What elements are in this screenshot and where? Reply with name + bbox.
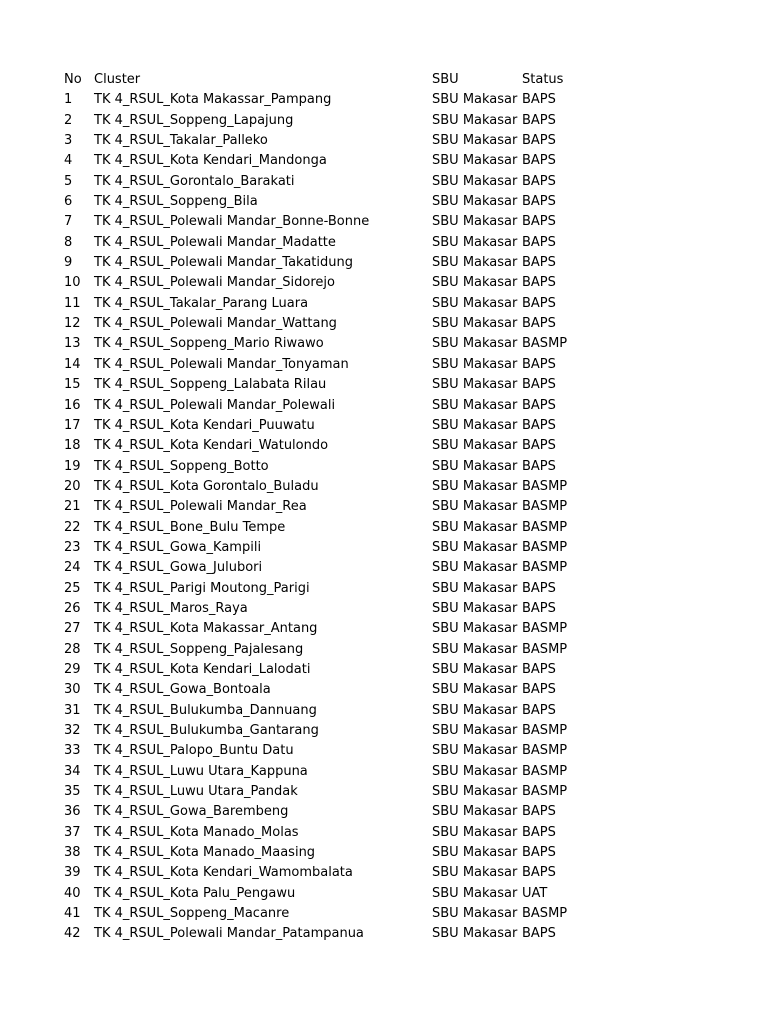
cell-status: BAPS (522, 275, 556, 291)
cell-status: BAPS (522, 316, 556, 332)
cell-status: BAPS (522, 377, 556, 393)
table-row (0, 619, 768, 639)
cell-no: 37 (64, 824, 81, 840)
cell-sbu: SBU Makasar (432, 458, 518, 474)
cell-status: BAPS (522, 356, 556, 372)
cell-sbu: SBU Makasar (432, 112, 518, 128)
cell-sbu: SBU Makasar (432, 377, 518, 393)
table-row (0, 497, 768, 517)
cell-status: BAPS (522, 133, 556, 149)
cell-cluster: TK 4_RSUL_Soppeng_Bila (94, 194, 258, 210)
column-header-cluster: Cluster (94, 72, 141, 87)
cell-cluster: TK 4_RSUL_Polewali Mandar_Tonyaman (94, 356, 349, 372)
cell-sbu: SBU Makasar (432, 173, 518, 189)
cell-no: 10 (64, 275, 81, 291)
cell-status: UAT (522, 885, 548, 901)
cell-status: BASMP (522, 784, 568, 800)
cell-status: BAPS (522, 397, 556, 413)
cell-no: 13 (64, 336, 81, 352)
cell-no: 9 (64, 255, 73, 271)
cell-status: BAPS (522, 255, 556, 271)
cell-cluster: TK 4_RSUL_Bone_Bulu Tempe (94, 519, 286, 535)
cell-sbu: SBU Makasar (432, 499, 518, 515)
column-header-no: No (64, 72, 82, 87)
cell-status: BASMP (522, 519, 568, 535)
cell-status: BAPS (522, 926, 556, 942)
table-row (0, 294, 768, 314)
cell-no: 8 (64, 234, 73, 250)
cell-sbu: SBU Makasar (432, 784, 518, 800)
cell-sbu: SBU Makasar (432, 234, 518, 250)
table-row (0, 355, 768, 375)
cell-no: 19 (64, 458, 81, 474)
cell-no: 38 (64, 845, 81, 861)
cell-sbu: SBU Makasar (432, 397, 518, 413)
cell-no: 30 (64, 682, 81, 698)
cell-status: BAPS (522, 92, 556, 108)
cell-status: BASMP (522, 621, 568, 637)
cell-no: 34 (64, 763, 81, 779)
cell-no: 4 (64, 153, 73, 169)
cell-cluster: TK 4_RSUL_Polewali Mandar_Wattang (94, 316, 337, 332)
cell-sbu: SBU Makasar (432, 194, 518, 210)
cell-no: 14 (64, 356, 81, 372)
cell-cluster: TK 4_RSUL_Soppeng_Macanre (94, 906, 290, 922)
table-row (0, 863, 768, 883)
table-row (0, 599, 768, 619)
cell-no: 36 (64, 804, 81, 820)
table-row (0, 416, 768, 436)
cell-no: 25 (64, 580, 81, 596)
cell-cluster: TK 4_RSUL_Kota Kendari_Wamombalata (94, 865, 353, 881)
cell-sbu: SBU Makasar (432, 621, 518, 637)
cell-sbu: SBU Makasar (432, 133, 518, 149)
cell-no: 27 (64, 621, 81, 637)
table-row (0, 579, 768, 599)
cell-status: BASMP (522, 906, 568, 922)
cell-sbu: SBU Makasar (432, 926, 518, 942)
table-row (0, 762, 768, 782)
table-row (0, 436, 768, 456)
cell-no: 11 (64, 295, 81, 311)
table-row (0, 518, 768, 538)
cell-no: 40 (64, 885, 81, 901)
table-row (0, 212, 768, 232)
cell-no: 5 (64, 173, 73, 189)
cell-status: BASMP (522, 743, 568, 759)
cell-cluster: TK 4_RSUL_Polewali Mandar_Madatte (94, 234, 336, 250)
table-row (0, 375, 768, 395)
cell-no: 21 (64, 499, 81, 515)
cell-cluster: TK 4_RSUL_Gowa_Barembeng (94, 804, 289, 820)
cell-sbu: SBU Makasar (432, 560, 518, 576)
table-row (0, 823, 768, 843)
cell-cluster: TK 4_RSUL_Luwu Utara_Kappuna (94, 763, 308, 779)
cell-cluster: TK 4_RSUL_Polewali Mandar_Bonne-Bonne (94, 214, 370, 230)
table-row (0, 680, 768, 700)
cell-no: 18 (64, 438, 81, 454)
cell-cluster: TK 4_RSUL_Luwu Utara_Pandak (94, 784, 298, 800)
cell-sbu: SBU Makasar (432, 336, 518, 352)
cell-status: BAPS (522, 153, 556, 169)
cell-cluster: TK 4_RSUL_Kota Manado_Molas (94, 824, 299, 840)
cell-no: 33 (64, 743, 81, 759)
cell-sbu: SBU Makasar (432, 438, 518, 454)
cell-status: BAPS (522, 865, 556, 881)
cell-status: BAPS (522, 824, 556, 840)
table-row (0, 802, 768, 822)
cell-sbu: SBU Makasar (432, 661, 518, 677)
cell-sbu: SBU Makasar (432, 275, 518, 291)
cell-cluster: TK 4_RSUL_Palopo_Buntu Datu (94, 743, 294, 759)
cell-status: BASMP (522, 499, 568, 515)
cell-no: 39 (64, 865, 81, 881)
table-row (0, 253, 768, 273)
cell-cluster: TK 4_RSUL_Kota Kendari_Puuwatu (94, 417, 315, 433)
cell-sbu: SBU Makasar (432, 580, 518, 596)
cell-no: 24 (64, 560, 81, 576)
cell-cluster: TK 4_RSUL_Gowa_Bontoala (94, 682, 271, 698)
cell-sbu: SBU Makasar (432, 539, 518, 555)
cell-sbu: SBU Makasar (432, 417, 518, 433)
cell-sbu: SBU Makasar (432, 92, 518, 108)
table-row (0, 477, 768, 497)
cell-cluster: TK 4_RSUL_Soppeng_Lapajung (94, 112, 294, 128)
cell-status: BAPS (522, 112, 556, 128)
cell-status: BASMP (522, 641, 568, 657)
cell-sbu: SBU Makasar (432, 885, 518, 901)
cell-no: 12 (64, 316, 81, 332)
cell-status: BASMP (522, 560, 568, 576)
cell-sbu: SBU Makasar (432, 804, 518, 820)
table-row (0, 904, 768, 924)
cell-cluster: TK 4_RSUL_Kota Makassar_Antang (94, 621, 318, 637)
cell-status: BASMP (522, 478, 568, 494)
table-row (0, 843, 768, 863)
table-row (0, 172, 768, 192)
cell-cluster: TK 4_RSUL_Gowa_Kampili (94, 539, 262, 555)
cell-status: BAPS (522, 173, 556, 189)
cell-cluster: TK 4_RSUL_Polewali Mandar_Rea (94, 499, 307, 515)
cell-no: 16 (64, 397, 81, 413)
cluster-status-table (0, 70, 768, 945)
table-row (0, 782, 768, 802)
cell-status: BASMP (522, 723, 568, 738)
table-header-row (0, 70, 768, 90)
cell-sbu: SBU Makasar (432, 295, 518, 311)
cell-cluster: TK 4_RSUL_Kota Kendari_Mandonga (94, 153, 327, 169)
cell-no: 6 (64, 194, 73, 210)
table-row (0, 334, 768, 354)
cell-sbu: SBU Makasar (432, 763, 518, 779)
table-row (0, 396, 768, 416)
cell-cluster: TK 4_RSUL_Bulukumba_Gantarang (94, 723, 319, 738)
cell-cluster: TK 4_RSUL_Soppeng_Mario Riwawo (94, 336, 324, 352)
table-row (0, 131, 768, 151)
cell-status: BAPS (522, 458, 556, 474)
cell-cluster: TK 4_RSUL_Kota Gorontalo_Buladu (94, 478, 319, 494)
cell-status: BAPS (522, 214, 556, 230)
cell-no: 22 (64, 519, 81, 535)
cell-no: 29 (64, 661, 81, 677)
cell-status: BAPS (522, 682, 556, 698)
table-row (0, 660, 768, 680)
cell-cluster: TK 4_RSUL_Polewali Mandar_Takatidung (94, 255, 354, 271)
table-row (0, 721, 768, 741)
table-row (0, 314, 768, 334)
cell-no: 31 (64, 702, 81, 718)
cell-no: 41 (64, 906, 81, 922)
cell-sbu: SBU Makasar (432, 356, 518, 372)
cell-status: BAPS (522, 600, 556, 616)
table-row (0, 273, 768, 293)
cell-cluster: TK 4_RSUL_Soppeng_Botto (94, 458, 269, 474)
cell-cluster: TK 4_RSUL_Soppeng_Lalabata Rilau (94, 377, 327, 393)
cell-sbu: SBU Makasar (432, 255, 518, 271)
cell-cluster: TK 4_RSUL_Maros_Raya (94, 600, 248, 616)
cell-no: 26 (64, 600, 81, 616)
cell-cluster: TK 4_RSUL_Kota Manado_Maasing (94, 845, 316, 861)
cell-sbu: SBU Makasar (432, 906, 518, 922)
cell-sbu: SBU Makasar (432, 702, 518, 718)
table-row (0, 457, 768, 477)
cell-no: 3 (64, 133, 73, 149)
table-row (0, 111, 768, 131)
table-row (0, 701, 768, 721)
column-header-status: Status (522, 72, 564, 87)
cell-sbu: SBU Makasar (432, 600, 518, 616)
table-row (0, 640, 768, 660)
cell-cluster: TK 4_RSUL_Polewali Mandar_Polewali (94, 397, 336, 413)
cell-sbu: SBU Makasar (432, 824, 518, 840)
cell-no: 1 (64, 92, 73, 108)
cell-status: BASMP (522, 539, 568, 555)
cell-sbu: SBU Makasar (432, 845, 518, 861)
cell-cluster: TK 4_RSUL_Gorontalo_Barakati (94, 173, 295, 189)
cell-sbu: SBU Makasar (432, 214, 518, 230)
cell-sbu: SBU Makasar (432, 641, 518, 657)
cell-cluster: TK 4_RSUL_Kota Palu_Pengawu (94, 885, 296, 901)
cell-sbu: SBU Makasar (432, 153, 518, 169)
table-row (0, 192, 768, 212)
cell-no: 15 (64, 377, 81, 393)
cell-sbu: SBU Makasar (432, 723, 518, 738)
table-row (0, 538, 768, 558)
cell-status: BAPS (522, 702, 556, 718)
cell-sbu: SBU Makasar (432, 519, 518, 535)
table-row (0, 741, 768, 761)
cell-sbu: SBU Makasar (432, 478, 518, 494)
cell-cluster: TK 4_RSUL_Polewali Mandar_Sidorejo (94, 275, 335, 291)
table-body (0, 90, 768, 944)
cell-status: BAPS (522, 438, 556, 454)
cell-no: 7 (64, 214, 73, 230)
cell-status: BAPS (522, 295, 556, 311)
cell-cluster: TK 4_RSUL_Kota Makassar_Pampang (94, 92, 332, 108)
cell-sbu: SBU Makasar (432, 316, 518, 332)
cell-no: 42 (64, 926, 81, 942)
cell-cluster: TK 4_RSUL_Soppeng_Pajalesang (94, 641, 304, 657)
cell-sbu: SBU Makasar (432, 865, 518, 881)
table-row (0, 233, 768, 253)
cell-no: 35 (64, 784, 81, 800)
cell-status: BAPS (522, 580, 556, 596)
cell-status: BAPS (522, 417, 556, 433)
cell-cluster: TK 4_RSUL_Bulukumba_Dannuang (94, 702, 317, 718)
cell-status: BASMP (522, 336, 568, 352)
cell-no: 17 (64, 417, 81, 433)
cell-sbu: SBU Makasar (432, 743, 518, 759)
column-header-sbu: SBU (432, 72, 459, 87)
table-row (0, 884, 768, 904)
cell-cluster: TK 4_RSUL_Takalar_Palleko (94, 133, 268, 149)
cell-status: BAPS (522, 194, 556, 210)
cell-status: BAPS (522, 845, 556, 861)
cell-cluster: TK 4_RSUL_Kota Kendari_Watulondo (94, 438, 329, 454)
cell-no: 2 (64, 112, 73, 128)
cell-status: BAPS (522, 661, 556, 677)
table-row (0, 924, 768, 944)
cell-status: BASMP (522, 763, 568, 779)
cell-cluster: TK 4_RSUL_Parigi Moutong_Parigi (94, 580, 310, 596)
cell-cluster: TK 4_RSUL_Polewali Mandar_Patampanua (94, 926, 364, 942)
cell-no: 20 (64, 478, 81, 494)
table-row (0, 151, 768, 171)
cell-no: 28 (64, 641, 81, 657)
cell-cluster: TK 4_RSUL_Takalar_Parang Luara (94, 295, 309, 311)
table-row (0, 90, 768, 110)
cell-cluster: TK 4_RSUL_Gowa_Julubori (94, 560, 263, 576)
cell-no: 23 (64, 539, 81, 555)
cell-status: BAPS (522, 234, 556, 250)
table-row (0, 558, 768, 578)
cell-cluster: TK 4_RSUL_Kota Kendari_Lalodati (94, 661, 311, 677)
cell-status: BAPS (522, 804, 556, 820)
cell-sbu: SBU Makasar (432, 682, 518, 698)
cell-no: 32 (64, 723, 81, 738)
